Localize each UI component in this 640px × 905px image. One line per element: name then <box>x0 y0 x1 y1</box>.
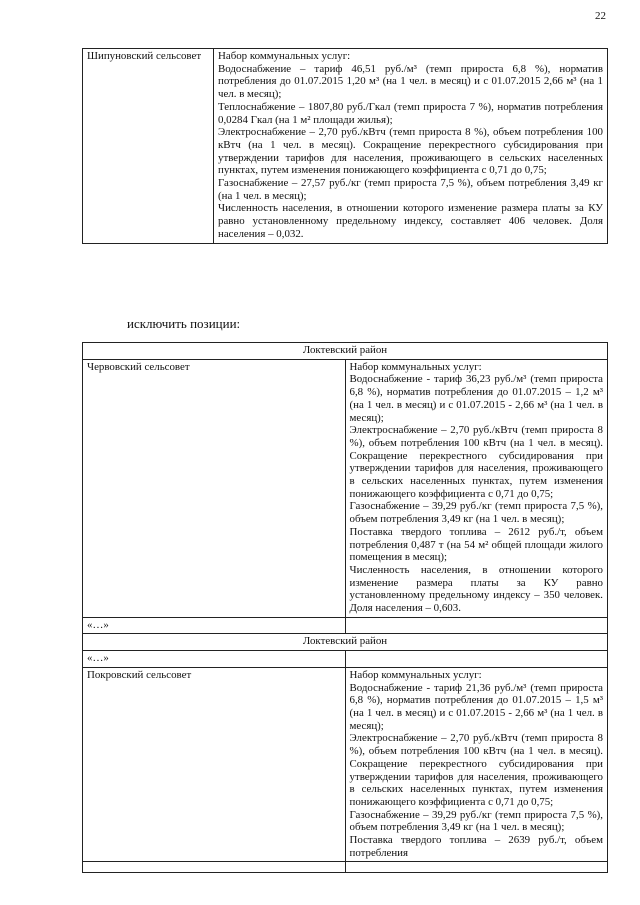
settlement-name: Покровский сельсовет <box>83 667 346 862</box>
electricity-text: Электроснабжение – 2,70 руб./кВтч (темп прироста 8 %), объем потребления 100 кВтч (на 1 чел. в месяц). Сокращение перекрестного субсидирования при утверждении тарифов для населения, проживающего в сельских населенных пунктах, путем изменения понижающего коэффициента с 0,71 до 0,75; <box>218 126 603 177</box>
water-supply-text: Водоснабжение - тариф 36,23 руб./м³ (темп прироста 6,8 %), норматив потребления до 01.07.2015 – 1,2 м³ (на 1 чел. в месяц) и с 01.07.2015 - 2,66 м³ (на 1 чел. в месяц); <box>349 373 603 424</box>
gas-supply-text: Газоснабжение – 27,57 руб./кг (темп прироста 7,5 %), объем потребления 3,49 кг (на 1 чел. в месяц); <box>218 177 603 202</box>
gas-supply-text: Газоснабжение – 39,29 руб./кг (темп прироста 7,5 %), объем потребления 3,49 кг (на 1 чел. в месяц); <box>349 500 603 526</box>
electricity-text: Электроснабжение – 2,70 руб./кВтч (темп прироста 8 %), объем потребления 100 кВтч (на 1 чел. в месяц). Сокращение перекрестного субсидирования при утверждении тарифов для населения, проживающего в сельских населенных пунктах, путем изменения понижающего коэффициента с 0,71 до 0,75; <box>349 424 603 500</box>
district-header: Локтевский район <box>83 343 608 360</box>
services-heading: Набор коммунальных услуг: <box>349 668 482 681</box>
table-row <box>83 617 608 634</box>
tariff-table-shipunovsky <box>82 48 608 244</box>
table-row <box>83 667 608 862</box>
tariff-table-loktevsky <box>82 342 608 873</box>
empty-cell <box>345 617 608 634</box>
exclude-positions-text: исключить позиции: <box>127 316 241 331</box>
settlement-name: Червовский сельсовет <box>83 359 346 617</box>
water-supply-text: Водоснабжение - тариф 21,36 руб./м³ (темп прироста 6,8 %), норматив потребления до 01.07.2015 – 1,5 м³ (на 1 чел. в месяц) и с 01.07.2015 - 2,66 м³ (на 1 чел. в месяц); <box>349 681 603 732</box>
population-text: Численность населения, в отношении которого изменение размера платы за КУ равно установленному предельному индексу, составляет 406 человек. Доля населения – 0,032. <box>218 202 603 240</box>
page-number: 22 <box>595 10 606 22</box>
services-heading: Набор коммунальных услуг: <box>349 360 482 373</box>
table-row <box>83 634 608 651</box>
settlement-name: Шипуновский сельсовет <box>83 49 214 244</box>
services-cell <box>345 359 608 617</box>
empty-cell <box>345 862 608 873</box>
table-row <box>83 343 608 360</box>
heat-supply-text: Теплоснабжение – 1807,80 руб./Гкал (темп прироста 7 %), норматив потребления 0,0284 Гкал (на 1 м² площади жилья); <box>218 100 603 126</box>
services-heading: Набор коммунальных услуг: <box>218 50 351 62</box>
ellipsis-marker: «…» <box>83 617 346 634</box>
services-cell <box>214 49 608 244</box>
table-row <box>83 49 608 244</box>
population-text: Численность населения, в отношении которого изменение размера платы за КУ равно установленному предельному индексу – 350 человек. Доля населения – 0,603. <box>349 563 603 615</box>
table-row <box>83 651 608 668</box>
empty-cell <box>345 651 608 668</box>
ellipsis-marker: «…» <box>83 651 346 668</box>
table-row <box>83 359 608 617</box>
services-cell <box>345 667 608 862</box>
district-header: Локтевский район <box>83 634 608 651</box>
empty-cell <box>83 862 346 873</box>
solid-fuel-text: Поставка твердого топлива – 2612 руб./т, объем потребления 0,487 т (на 54 м² общей площади жилого помещения в месяц); <box>349 525 603 564</box>
electricity-text: Электроснабжение – 2,70 руб./кВтч (темп прироста 8 %), объем потребления 100 кВтч (на 1 чел. в месяц). Сокращение перекрестного субсидирования при утверждении тарифов для населения, проживающего в сельских населенных пунктах, путем изменения понижающего коэффициента с 0,71 до 0,75; <box>349 732 603 808</box>
solid-fuel-text: Поставка твердого топлива – 2639 руб./т, объем потребления <box>349 834 603 859</box>
gas-supply-text: Газоснабжение – 39,29 руб./кг (темп прироста 7,5 %), объем потребления 3,49 кг (на 1 чел. в месяц); <box>349 808 603 834</box>
table-row <box>83 862 608 873</box>
water-supply-text: Водоснабжение – тариф 46,51 руб./м³ (темп прироста 6,8 %), норматив потребления до 01.07.2015 1,20 м³ (на 1 чел. в месяц) и с 01.07.2015 2,66 м³ (на 1 чел. в месяц); <box>218 62 603 101</box>
